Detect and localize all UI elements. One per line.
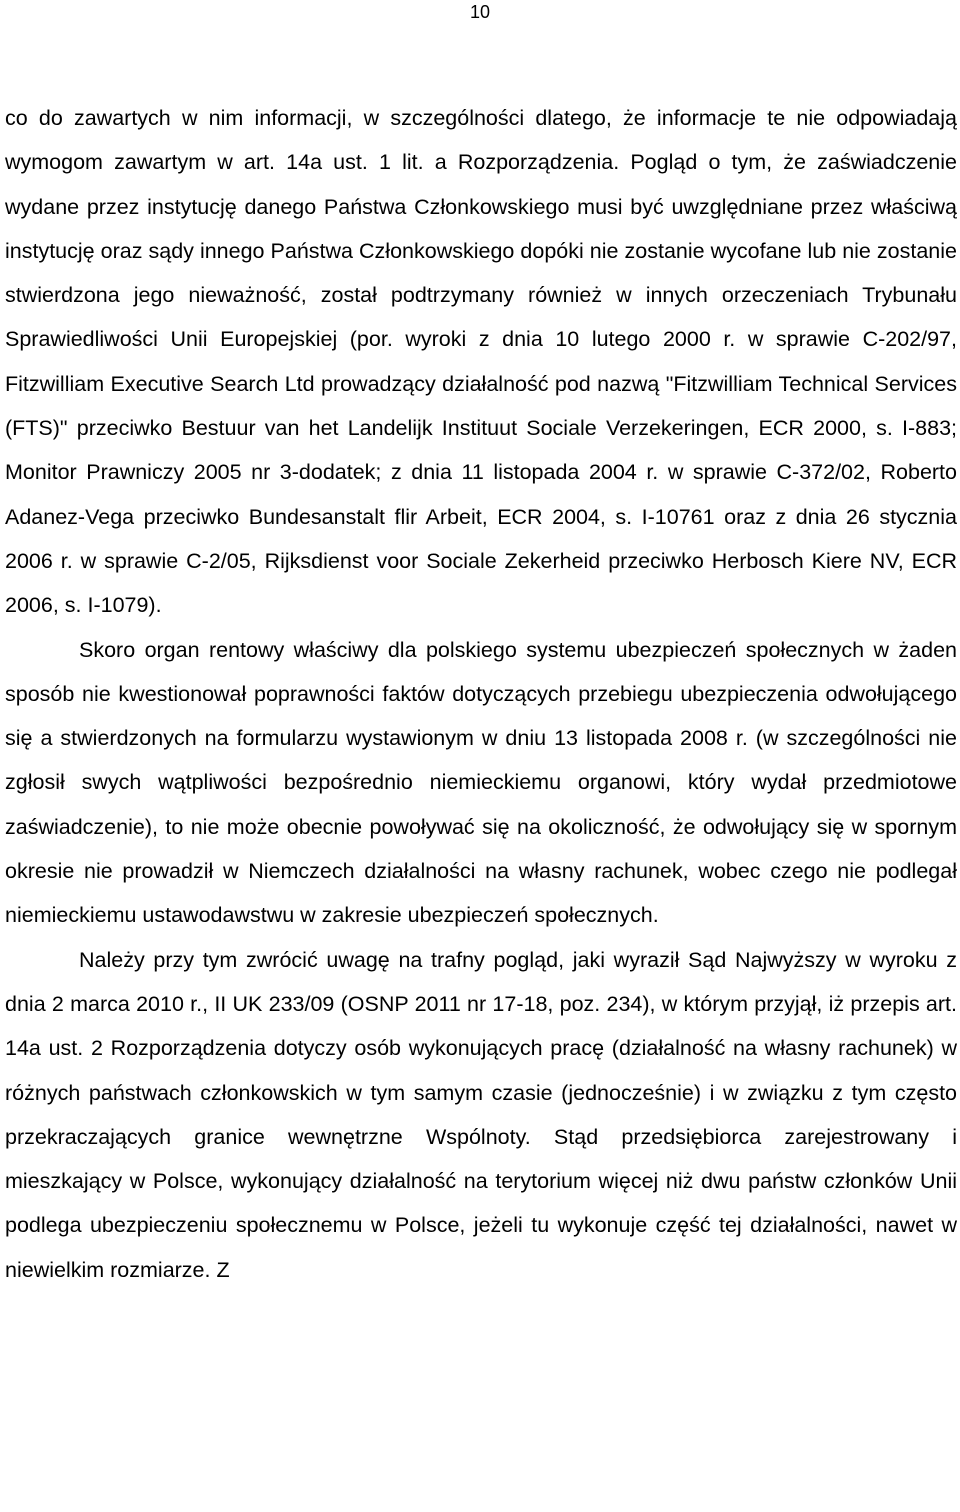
paragraph-continuation: co do zawartych w nim informacji, w szczególności dlatego, że informacje te nie odpowiadają wymogom zawartym w art. 14a ust. 1 lit. a Rozporządzenia. Pogląd o tym, że zaświadczenie wydane przez instytucję danego Państwa Członkowskiego musi być uwzględniane przez właściwą instytucję oraz sądy innego Państwa Członkowskiego dopóki nie zostanie wycofane lub nie zostanie stwierdzona jego nieważność, został podtrzymany również w innych orzeczeniach Trybunału Sprawiedliwości Unii Europejskiej (por. wyroki z dnia 10 lutego 2000 r. w sprawie C-202/97, Fitzwilliam Executive Search Ltd prowadzący działalność pod nazwą "Fitzwilliam Technical Services (FTS)" przeciwko Bestuur van het Landelijk Instituut Sociale Verzekeringen, ECR 2000, s. I-883; Monitor Prawniczy 2005 nr 3-dodatek; z dnia 11 listopada 2004 r. w sprawie C-372/02, Roberto Adanez-Vega przeciwko Bundesanstalt flir Arbeit, ECR 2004, s. I-10761 oraz z dnia 26 stycznia 2006 r. w sprawie C-2/05, Rijksdienst voor Sociale Zekerheid przeciwko Herbosch Kiere NV, ECR 2006, s. I-1079). xyxy=(5,106,957,618)
paragraph-sad-najwyzszy: Należy przy tym zwrócić uwagę na trafny pogląd, jaki wyraził Sąd Najwyższy w wyroku z dnia 2 marca 2010 r., II UK 233/09 (OSNP 2011 nr 17-18, poz. 234), w którym przyjął, iż przepis art. 14a ust. 2 Rozporządzenia dotyczy osób wykonujących pracę (działalność na własny rachunek) w różnych państwach członkowskich w tym samym czasie (jednocześnie) i w związku z tym często przekraczających granice wewnętrzne Wspólnoty. Stąd przedsiębiorca zarejestrowany i mieszkający w Polsce, wykonujący działalność na terytorium więcej niż dwu państw członków Unii podlega ubezpieczeniu społecznemu w Polsce, jeżeli tu wykonuje część tej działalności, nawet w niewielkim rozmiarze. Z xyxy=(5,947,957,1282)
document-body xyxy=(5,96,957,1292)
page-number: 10 xyxy=(469,2,491,22)
paragraph-organ-rentowy: Skoro organ rentowy właściwy dla polskiego systemu ubezpieczeń społecznych w żaden sposób nie kwestionował poprawności faktów dotyczących przebiegu ubezpieczenia odwołującego się a stwierdzonych na formularzu wystawionym w dniu 13 listopada 2008 r. (w szczególności nie zgłosił swych wątpliwości bezpośrednio niemieckiemu organowi, który wydał przedmiotowe zaświadczenie), to nie może obecnie powoływać się na okoliczność, że odwołujący się w spornym okresie nie prowadził w Niemczech działalności na własny rachunek, wobec czego nie podlegał niemieckiemu ustawodawstwu w zakresie ubezpieczeń społecznych. xyxy=(5,637,957,928)
